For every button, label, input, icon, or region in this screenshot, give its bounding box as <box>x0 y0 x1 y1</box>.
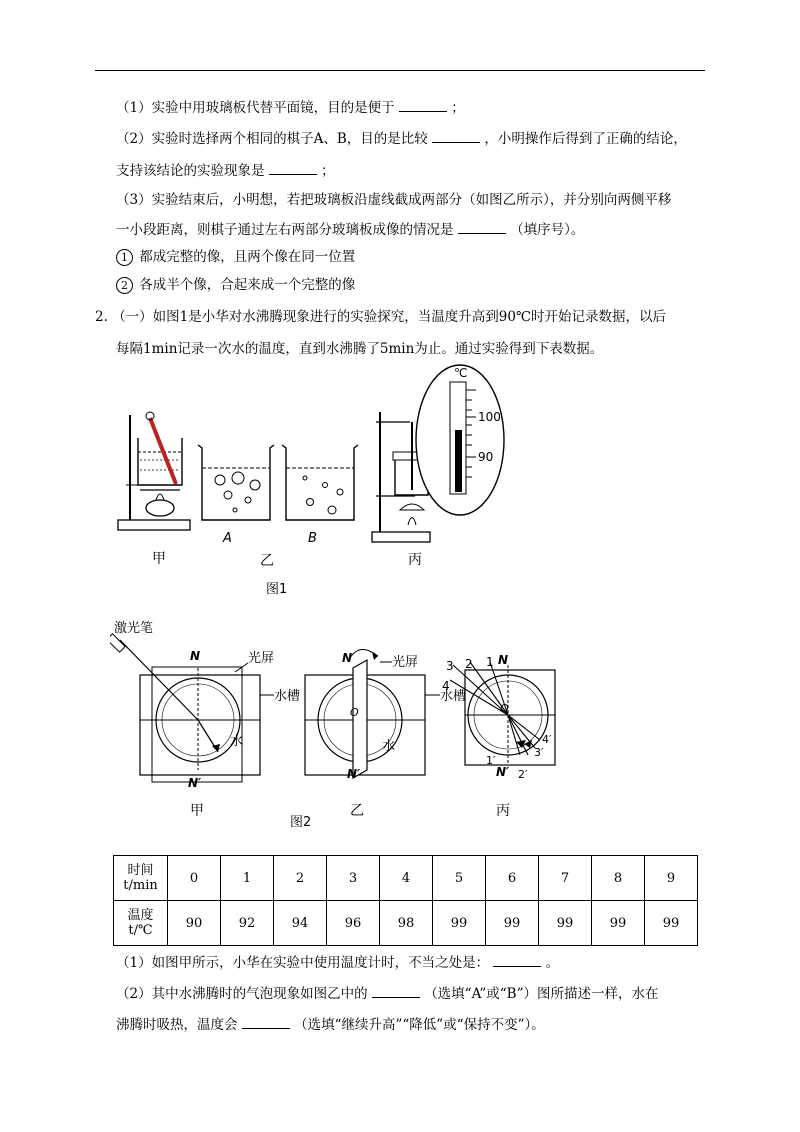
option-number: 2 <box>116 277 133 294</box>
fig2-label-laser: 激光笔 <box>114 621 154 636</box>
answer-blank[interactable] <box>493 952 541 967</box>
q1-part1-end: ； <box>451 100 465 116</box>
fig1-caption: 图1 <box>266 582 288 597</box>
header-unit: t/℃ <box>128 923 153 938</box>
q2-sub2 <box>116 983 658 1004</box>
fig1-label-jia: 甲 <box>152 551 166 567</box>
fig2-label-water: 水 <box>230 734 244 749</box>
q1-part3-end: （填序号）。 <box>510 222 585 238</box>
thermometer-100: 100 <box>478 410 501 424</box>
fig2-jia-Nprime: N′ <box>188 776 202 790</box>
figure-2 <box>110 620 560 835</box>
q1-part2 <box>116 128 687 149</box>
fig2-ray-3: 3 <box>446 659 454 673</box>
table-cell: 98 <box>380 901 433 946</box>
table-cell: 2 <box>274 856 327 901</box>
fig2-yi-screen: 光屏 <box>392 655 419 670</box>
fig2-ray-1: 1 <box>486 655 494 669</box>
table-header-time <box>114 856 168 901</box>
q2-sub2-text-line2: 沸腾时吸热，温度会 <box>116 1017 238 1033</box>
q1-part3-text: （3）实验结束后，小明想，若把玻璃板沿虚线截成两部分（如图乙所示），并分别向两侧平移 <box>116 192 672 208</box>
apparatus-jia <box>118 412 190 530</box>
q2-intro-line2 <box>116 339 603 359</box>
q1-option-2 <box>116 275 355 295</box>
fig2-caption: 图2 <box>290 815 312 830</box>
q1-part2-text: （2）实验时选择两个相同的棋子A、B，目的是比较 <box>116 131 428 147</box>
q1-part3-line2 <box>116 219 584 240</box>
thermometer-unit: ℃ <box>454 366 468 380</box>
header-text: 温度 <box>127 908 154 923</box>
fig2-label-screen: 光屏 <box>248 651 275 666</box>
q2-sub2-text-cont: （选填“A”或“B”）图所描述一样，水在 <box>424 986 659 1002</box>
fig2-label-tank: 水槽 <box>274 689 301 704</box>
table-cell: 99 <box>486 901 539 946</box>
table-cell: 99 <box>592 901 645 946</box>
table-cell: 4 <box>380 856 433 901</box>
answer-blank[interactable] <box>269 160 317 175</box>
q2-sub1-text: （1）如图甲所示，小华在实验中使用温度计时，不当之处是： <box>116 955 490 971</box>
fig2-yi-O: O <box>350 706 359 719</box>
option-number: 1 <box>116 249 133 266</box>
fig1-label-bing: 丙 <box>408 552 422 568</box>
table-cell: 99 <box>433 901 486 946</box>
fig2-yi-water: 水 <box>382 739 396 754</box>
q1-option-1 <box>116 247 355 267</box>
q2-intro-text-cont: 每隔1min记录一次水的温度，直到水沸腾了5min为止。通过实验得到下表数据。 <box>116 341 604 357</box>
beaker-a <box>198 445 274 520</box>
table-cell: 99 <box>645 901 698 946</box>
table-cell: 1 <box>221 856 274 901</box>
fig2-bing-Nprime: N′ <box>496 765 510 779</box>
beaker-b <box>282 445 358 520</box>
table-cell: 8 <box>592 856 645 901</box>
table-cell: 0 <box>168 856 221 901</box>
table-cell: 94 <box>274 901 327 946</box>
table-header-temp <box>114 901 168 946</box>
answer-blank[interactable] <box>372 983 420 998</box>
fig2-ray-2p: 2′ <box>518 768 528 781</box>
q2-sub2-line2 <box>116 1014 545 1035</box>
header-unit: t/min <box>123 878 158 893</box>
table-cell: 90 <box>168 901 221 946</box>
fig2-ray-1p: 1′ <box>486 754 496 767</box>
table-cell: 99 <box>539 901 592 946</box>
table-cell: 6 <box>486 856 539 901</box>
table-cell: 96 <box>327 901 380 946</box>
option-text: 各成半个像，合起来成一个完整的像 <box>139 277 356 293</box>
header-text: 时间 <box>127 863 154 878</box>
q2-sub2-text: （2）其中水沸腾时的气泡现象如图乙中的 <box>116 986 368 1002</box>
table-cell: 5 <box>433 856 486 901</box>
fig2-ray-3p: 3′ <box>534 746 544 759</box>
table-row <box>114 856 698 901</box>
fig2-bing-N: N <box>498 653 509 667</box>
fig2-yi-N: N <box>342 651 353 665</box>
answer-blank[interactable] <box>399 97 447 112</box>
fig2-label-bing: 丙 <box>496 803 510 819</box>
header-rule <box>95 70 705 71</box>
fig1-label-a: A <box>223 531 232 546</box>
q1-part2-phenomenon: 支持该结论的实验现象是 <box>116 163 265 179</box>
fig1-label-b: B <box>308 531 317 546</box>
q1-part3 <box>116 190 671 210</box>
option-text: 都成完整的像，且两个像在同一位置 <box>139 249 356 265</box>
fig2-jia-N: N <box>190 649 201 663</box>
question-number: 2. <box>95 309 108 325</box>
q1-part1 <box>116 97 465 118</box>
figure-1 <box>110 360 530 600</box>
fig2-label-yi: 乙 <box>350 803 364 819</box>
answer-blank[interactable] <box>432 128 480 143</box>
fig2-label-jia: 甲 <box>190 803 204 819</box>
fig2-ray-4: 4 <box>442 679 450 693</box>
q1-part2-text-cont: ，小明操作后得到了正确的结论， <box>484 131 687 147</box>
fig2-yi-apparatus <box>305 649 440 778</box>
q1-part1-text: （1）实验中用玻璃板代替平面镜，目的是便于 <box>116 100 395 116</box>
q2-sub1-end: 。 <box>545 955 560 971</box>
fig2-ray-2: 2 <box>465 657 473 671</box>
q1-part3-text-cont: 一小段距离，则棋子通过左右两部分玻璃板成像的情况是 <box>116 222 454 238</box>
thermometer-90: 90 <box>478 450 494 464</box>
q1-part2-line2 <box>116 160 335 181</box>
q2-intro-text: （一）如图1是小华对水沸腾现象进行的实验探究，当温度升高到90℃时开始记录数据，以后 <box>112 309 667 325</box>
table-cell: 3 <box>327 856 380 901</box>
fig2-bing-O: O <box>500 702 509 715</box>
answer-blank[interactable] <box>242 1014 290 1029</box>
fig2-yi-tank: 水槽 <box>440 689 467 704</box>
q2-sub1 <box>116 952 559 973</box>
fig2-yi-Nprime: N′ <box>347 767 361 781</box>
fig2-ray-4p: 4′ <box>542 733 552 746</box>
q1-part2-end: ； <box>321 163 335 179</box>
table-cell: 9 <box>645 856 698 901</box>
table-cell: 7 <box>539 856 592 901</box>
data-table <box>113 855 698 946</box>
fig1-label-yi: 乙 <box>260 553 274 569</box>
table-row <box>114 901 698 946</box>
q2-intro <box>95 307 666 327</box>
answer-blank[interactable] <box>458 219 506 234</box>
table-cell: 92 <box>221 901 274 946</box>
q2-sub2-choices: （选填“继续升高”“降低”或“保持不变”）。 <box>294 1017 545 1033</box>
